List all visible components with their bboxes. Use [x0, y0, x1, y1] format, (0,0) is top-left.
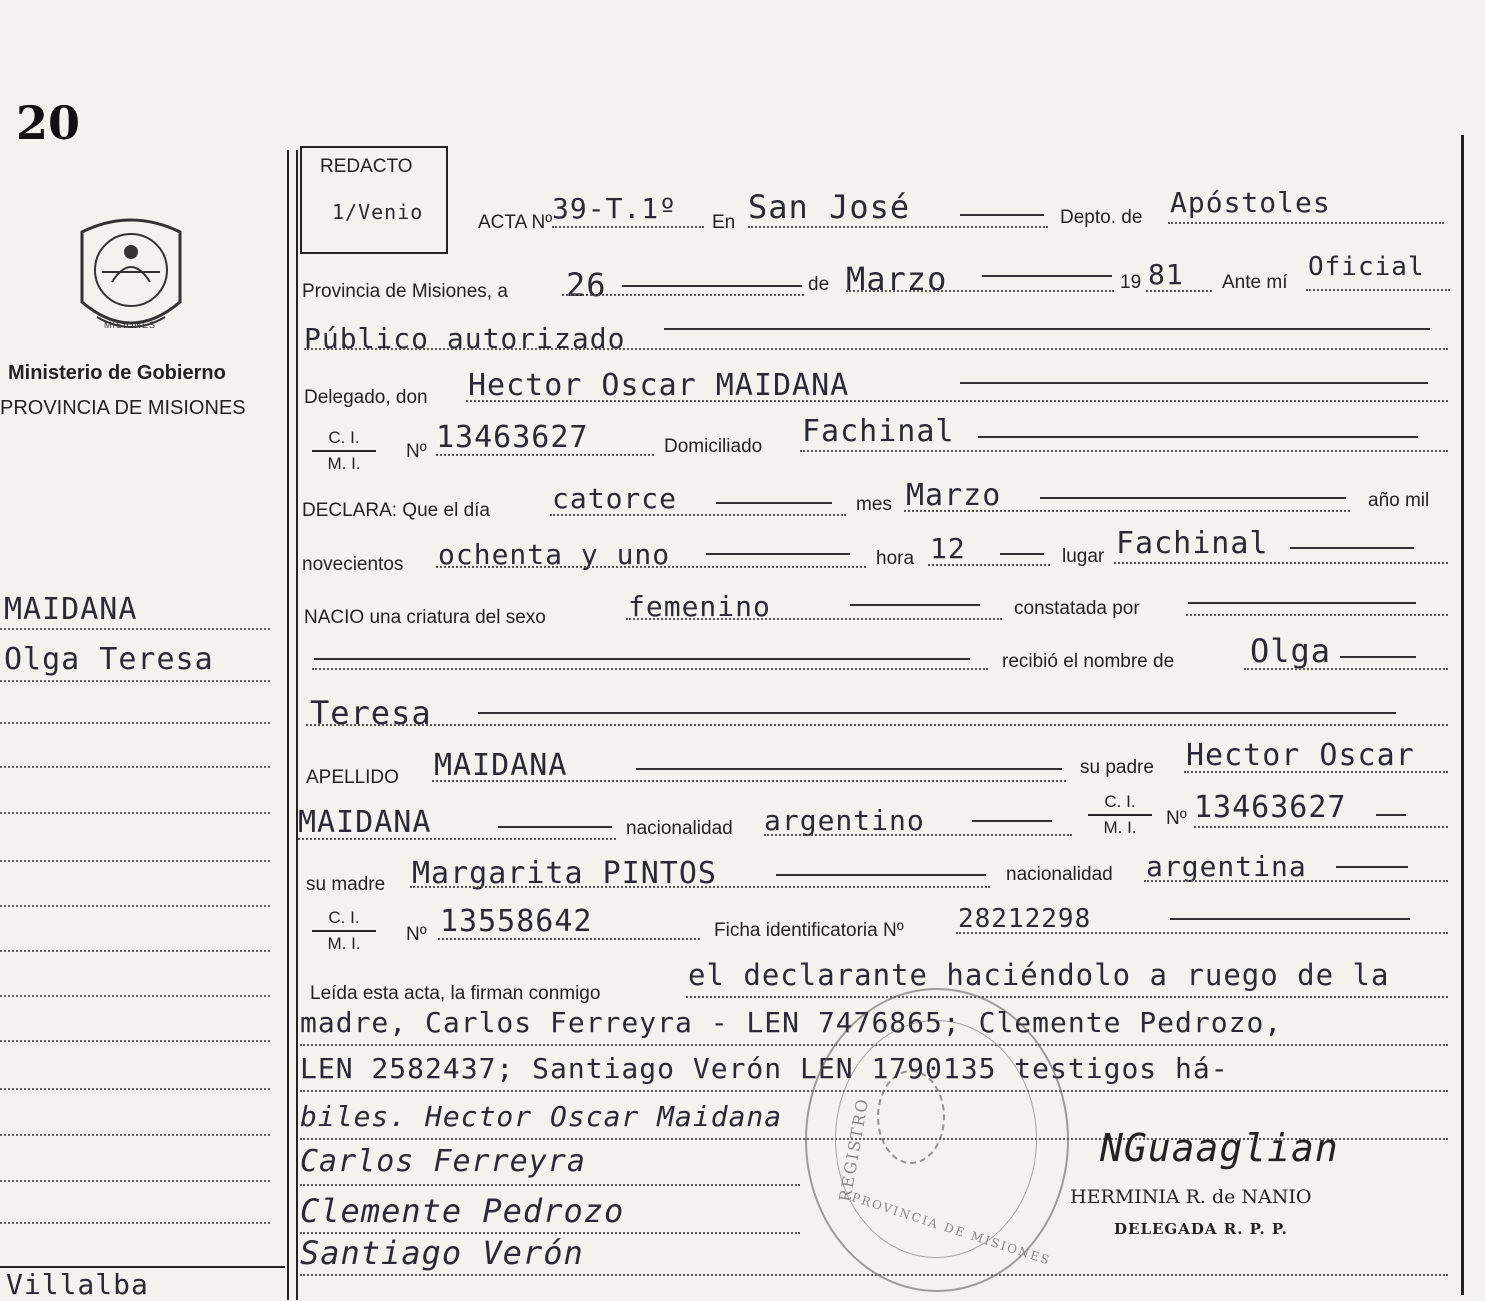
padre-value: Hector Oscar: [1186, 738, 1415, 773]
ci-mi-fraction-1: [312, 428, 376, 474]
madre-value: Margarita PINTOS: [412, 856, 717, 891]
signature-2: Clemente Pedrozo: [300, 1192, 625, 1230]
signature-1: Carlos Ferreyra: [300, 1144, 586, 1179]
ci-mi-fraction-2: [1088, 792, 1152, 838]
sidebar-bottom-note: Villalba: [6, 1268, 149, 1301]
redacto-label: REDACTO: [320, 156, 413, 177]
acta-label: ACTA Nº: [478, 212, 553, 233]
declara-label: DECLARA: Que el día: [302, 500, 490, 521]
hora-label: hora: [876, 548, 915, 569]
madre-nac: argentina: [1146, 850, 1307, 883]
stamp-text-bottom: PROVINCIA DE MISIONES: [849, 1190, 1053, 1268]
padre-nac: argentino: [764, 804, 925, 837]
constatada-label: constatada por: [1014, 598, 1140, 619]
recibio-label: recibió el nombre de: [1002, 651, 1175, 672]
domicilio-value: Fachinal: [802, 414, 955, 449]
year-prefix: 19: [1120, 272, 1142, 293]
domicilio-label: Domiciliado: [664, 436, 763, 457]
madre-doc: 13558642: [440, 904, 593, 939]
nacionalidad-label-2: nacionalidad: [1006, 864, 1113, 885]
page-number: 20: [16, 96, 81, 150]
dia-value: catorce: [552, 482, 678, 515]
ficha-value: 28212298: [958, 904, 1092, 934]
mi-label: M. I.: [327, 454, 361, 473]
acta-value: 39-T.1º: [552, 192, 678, 225]
no-label-1: Nº: [406, 441, 427, 462]
hora-value: 12: [930, 532, 966, 565]
nacio-label: NACIO una criatura del sexo: [304, 607, 546, 628]
year-value: 81: [1148, 258, 1184, 291]
novecientos-label: novecientos: [302, 554, 404, 575]
registry-stamp-icon: [805, 988, 1069, 1292]
de-label: de: [808, 274, 830, 295]
stamp-text-left: REGISTRO: [835, 1095, 873, 1204]
leida-line-1: el declarante haciéndolo a ruego de la: [688, 958, 1390, 992]
lugar-value: Fachinal: [1116, 526, 1269, 561]
nombre-value-cont: Teresa: [310, 694, 432, 732]
no-label-2: Nº: [1166, 808, 1187, 829]
en-label: En: [712, 212, 736, 233]
anio-label: año mil: [1368, 490, 1430, 511]
depto-label: Depto. de: [1060, 207, 1143, 228]
apellido-value: MAIDANA: [434, 748, 568, 783]
no-label-3: Nº: [406, 924, 427, 945]
nombre-value: Olga: [1250, 632, 1332, 670]
mi-label-3: M. I.: [327, 934, 361, 953]
ci-label-2: C. I.: [1104, 792, 1136, 811]
leida-label: Leída esta acta, la firman conmigo: [310, 983, 601, 1004]
leida-line-3: LEN 2582437; Santiago Verón LEN 1790135 testigos há-: [300, 1052, 1229, 1085]
padre-label: su padre: [1080, 757, 1154, 778]
mes-value: Marzo: [906, 478, 1002, 513]
leida-line-4: biles. Hector Oscar Maidana: [300, 1100, 783, 1133]
mes-label: mes: [856, 494, 892, 515]
sexo-value: femenino: [628, 590, 771, 623]
padre-doc: 13463627: [1194, 790, 1347, 825]
month-value: Marzo: [846, 260, 948, 298]
nacionalidad-label-1: nacionalidad: [626, 818, 733, 839]
sidebar-surname: MAIDANA: [4, 592, 138, 627]
ci-mi-fraction-3: [312, 908, 376, 954]
ci-label: C. I.: [328, 428, 360, 447]
delegado-doc: 13463627: [436, 420, 589, 455]
redacto-value: 1/Venio: [332, 200, 424, 224]
ante-value-cont: Público autorizado: [304, 322, 626, 355]
madre-label: su madre: [306, 874, 386, 895]
en-value: San José: [748, 188, 911, 226]
apellido-label: APELLIDO: [306, 767, 399, 788]
leida-line-2: madre, Carlos Ferreyra - LEN 7476865; Clemente Pedrozo,: [300, 1006, 1283, 1039]
ficha-label: Ficha identificatoria Nº: [714, 920, 904, 941]
official-title: DELEGADA R. P. P.: [1114, 1220, 1288, 1238]
ante-label: Ante mí: [1222, 272, 1288, 293]
ante-value: Oficial: [1308, 252, 1425, 282]
novecientos-value: ochenta y uno: [438, 538, 671, 571]
delegado-value: Hector Oscar MAIDANA: [468, 368, 850, 403]
depto-value: Apóstoles: [1170, 186, 1331, 219]
provincial-seal-icon: [72, 212, 190, 344]
day-value: 26: [566, 266, 607, 304]
seal-text: MISIONES: [104, 320, 157, 330]
lugar-label: lugar: [1062, 546, 1105, 567]
ci-label-3: C. I.: [328, 908, 360, 927]
provincia-label: Provincia de Misiones, a: [302, 281, 508, 302]
official-name: HERMINIA R. de NANIO: [1070, 1186, 1312, 1208]
ministry-label: Ministerio de Gobierno: [8, 362, 226, 384]
padre-value-cont: MAIDANA: [298, 805, 432, 840]
province-label: PROVINCIA DE MISIONES: [0, 397, 246, 419]
mi-label-2: M. I.: [1103, 818, 1137, 837]
redacto-box: [300, 146, 448, 254]
signature-3: Santiago Verón: [300, 1234, 584, 1272]
delegado-label: Delegado, don: [304, 387, 428, 408]
sidebar-given-name: Olga Teresa: [4, 642, 214, 677]
official-signature: NGuaaglian: [1100, 1126, 1339, 1170]
